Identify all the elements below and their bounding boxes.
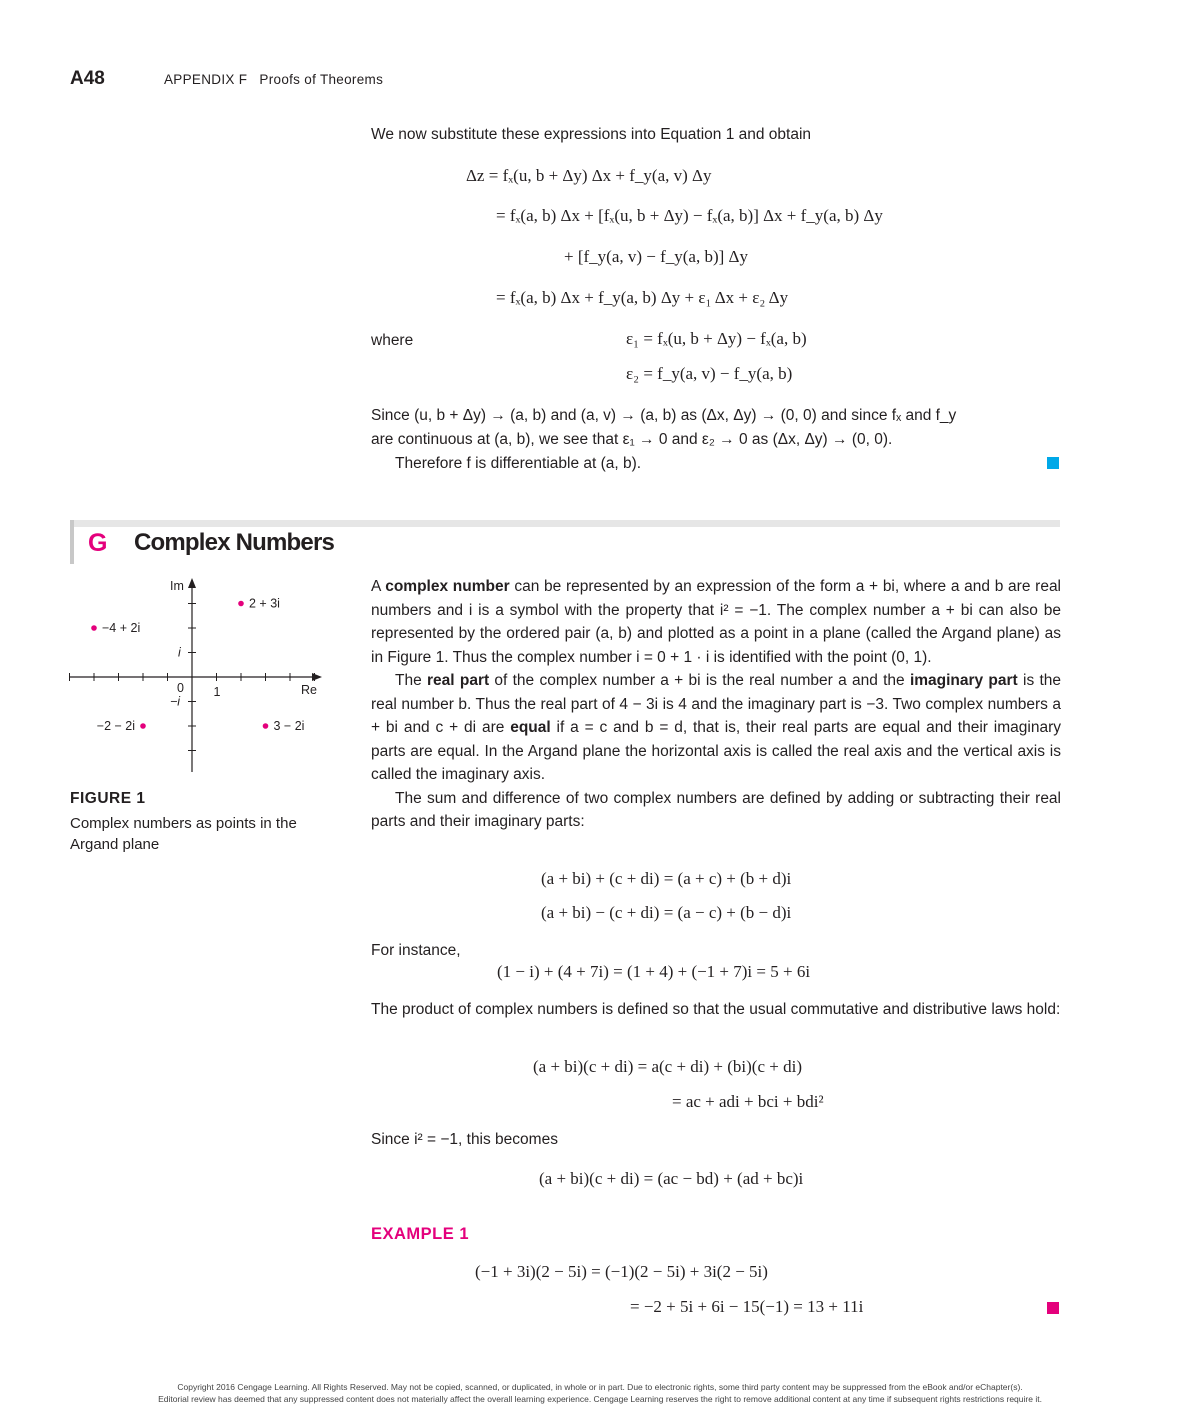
- example-equation-2: = −2 + 5i + 6i − 15(−1) = 13 + 11i: [630, 1297, 864, 1316]
- equation-sum: (a + bi) + (c + di) = (a + c) + (b + d)i: [541, 869, 792, 888]
- argand-plane-figure: [60, 570, 340, 780]
- running-head: APPENDIX F Proofs of Theorems: [164, 72, 384, 87]
- complex-point-label: −4 + 2i: [102, 621, 141, 635]
- equation-product-3: (a + bi)(c + di) = (ac − bd) + (ad + bc)i: [539, 1169, 804, 1188]
- complex-point-label: −2 − 2i: [96, 719, 135, 733]
- term-complex-number: complex number: [385, 578, 510, 595]
- imaginary-axis-arrow: [188, 578, 196, 588]
- copyright-line-2: Editorial review has deemed that any suppressed content does not materially affect the overall learning experience. Cengage Learning reserves the right to remove additional content at any time if subsequent rights restrictions require it.: [158, 1394, 1042, 1404]
- therefore-line: Therefore f is differentiable at (a, b).: [395, 455, 642, 472]
- paragraph-definition: A complex number can be represented by an expression of the form a + bi, where a and b are real numbers and i is a symbol with the property that i² = −1. The complex number a + bi can also be represented by the ordered pair (a, b) and plotted as a point in a plane (called the Argand plane) as in Figure 1. Thus the complex number i = 0 + 1 · i is identified with the point (0, 1).: [371, 578, 1062, 666]
- since-i-squared: Since i² = −1, this becomes: [371, 1131, 558, 1148]
- complex-point: [238, 601, 244, 607]
- complex-numbers-body: [371, 575, 1061, 834]
- term-imaginary-part: imaginary part: [909, 672, 1018, 689]
- tick-label-one: 1: [213, 685, 221, 699]
- since-line-2: are continuous at (a, b), we see that ε₁ → 0 and ε₂ → 0 as (Δx, Δy) → (0, 0).: [371, 431, 893, 448]
- real-axis-label: Re: [301, 683, 317, 697]
- tick-label-i: i: [178, 645, 181, 660]
- equation-instance: (1 − i) + (4 + 7i) = (1 + 4) + (−1 + 7)i = 5 + 6i: [497, 962, 811, 981]
- since-line-1: Since (u, b + Δy) → (a, b) and (a, v) → (a, b) as (Δx, Δy) → (0, 0) and since fₓ and f_y: [371, 407, 957, 424]
- section-letter: G: [88, 529, 108, 557]
- equation-result: = fₓ(a, b) Δx + f_y(a, b) Δy + ε₁ Δx + ε₂ Δy: [496, 288, 789, 307]
- equation-product-2: = ac + adi + bci + bdi²: [672, 1092, 824, 1111]
- section-heading-band: [70, 520, 1060, 527]
- equation-epsilon-1: ε₁ = fₓ(u, b + Δy) − fₓ(a, b): [626, 329, 807, 348]
- copyright-line-1: Copyright 2016 Cengage Learning. All Rights Reserved. May not be copied, scanned, or duplicated, in whole or in part. Due to electronic rights, some third party content may be suppressed from the eBook and/or eChapter(s).: [177, 1382, 1023, 1392]
- equation-expand: = fₓ(a, b) Δx + [fₓ(u, b + Δy) − fₓ(a, b)] Δx + f_y(a, b) Δy: [496, 206, 883, 225]
- equation-epsilon-2: ε₂ = f_y(a, v) − f_y(a, b): [626, 364, 793, 383]
- example-equation-1: (−1 + 3i)(2 − 5i) = (−1)(2 − 5i) + 3i(2 − 5i): [475, 1262, 768, 1281]
- term-real-part: real part: [427, 672, 490, 689]
- for-instance: For instance,: [371, 942, 461, 959]
- complex-point-label: 3 − 2i: [273, 719, 305, 733]
- where-label: where: [371, 332, 414, 349]
- figure-caption: Complex numbers as points in the Argand plane: [70, 815, 297, 853]
- imaginary-axis-label: Im: [170, 579, 184, 593]
- tick-label-neg-i: −i: [170, 694, 181, 709]
- term-equal: equal: [510, 719, 551, 736]
- paragraph-product: The product of complex numbers is defined so that the usual commutative and distributive laws hold:: [371, 1001, 1061, 1018]
- equation-difference: (a + bi) − (c + di) = (a − c) + (b − d)i: [541, 903, 792, 922]
- example-label: EXAMPLE 1: [371, 1225, 470, 1243]
- equation-expand-cont: + [f_y(a, v) − f_y(a, b)] Δy: [564, 247, 748, 266]
- equation-product-1: (a + bi)(c + di) = a(c + di) + (bi)(c + di): [533, 1057, 802, 1076]
- complex-point: [91, 625, 97, 631]
- figure-label: FIGURE 1: [70, 790, 146, 807]
- real-axis-arrow: [312, 673, 322, 681]
- end-of-proof-mark: [1047, 457, 1059, 469]
- complex-point: [263, 723, 269, 729]
- section-heading-rule: [70, 520, 74, 564]
- complex-point: [140, 723, 146, 729]
- proof-intro: We now substitute these expressions into Equation 1 and obtain: [371, 126, 812, 143]
- paragraph-sum-difference: The sum and difference of two complex numbers are defined by adding or subtracting their real parts and their imaginary parts:: [371, 789, 1061, 830]
- section-title: Complex Numbers: [134, 529, 335, 556]
- paragraph-real-imaginary: The real part of the complex number a + bi is the real number a and the imaginary part is the real number b. Thus the real part of 4 − 3i is 4 and the imaginary part is −3. Two complex numbers a + bi and c + di are equal if a = c and b = d, that is, their real parts are equal and their imaginary parts are equal. In the Argand plane the horizontal axis is called the real axis and the vertical axis is called the imaginary axis.: [371, 672, 1062, 783]
- tick-label-origin: 0: [177, 681, 184, 695]
- equation-delta-z: Δz = fₓ(u, b + Δy) Δx + f_y(a, v) Δy: [466, 166, 712, 185]
- end-of-example-mark: [1047, 1302, 1059, 1314]
- complex-point-label: 2 + 3i: [249, 596, 280, 611]
- page-number: A48: [70, 68, 105, 89]
